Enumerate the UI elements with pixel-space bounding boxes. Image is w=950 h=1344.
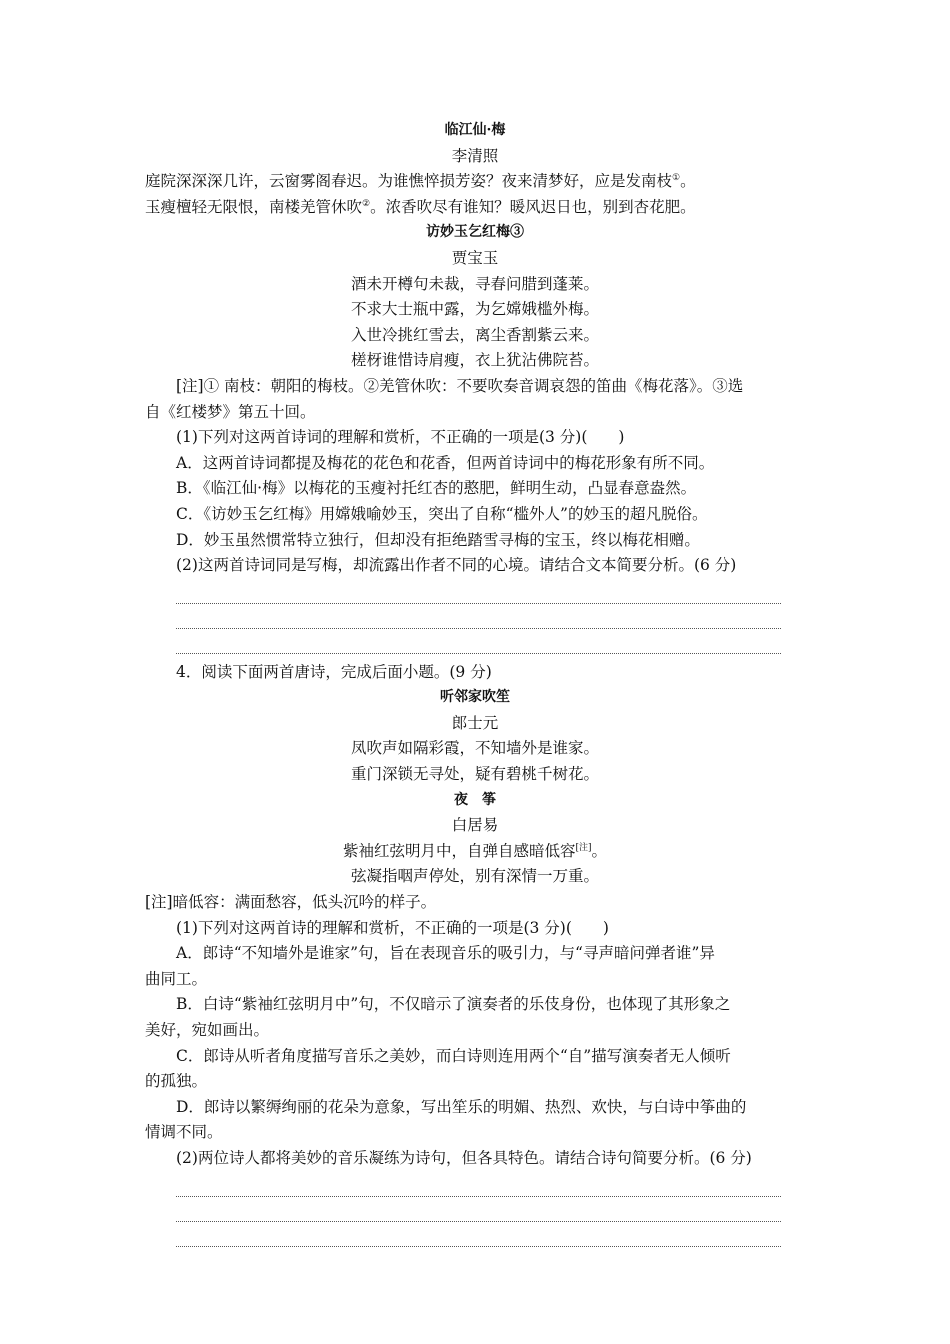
answer-line[interactable] [176,1222,781,1247]
poem2-author: 贾宝玉 [451,248,499,267]
option-d-cont: 情调不同。 [145,1123,223,1142]
footnote-marker: ① [672,173,681,184]
poem4-verse: 弦凝指咽声停处，别有深情一万重。 [350,867,599,886]
question-2: (2)两位诗人都将美妙的音乐凝练为诗句，但各具特色。请结合诗句简要分析。(6 分) [176,1148,752,1167]
note-line: [注]① 南枝：朝阳的梅枝。②羌管休吹：不要吹奏音调哀怨的笛曲《梅花落》。③选 [176,376,744,395]
poem1-line2: 玉瘦檀轻无限恨，南楼羌管休吹②。浓香吹尽有谁知？暖风迟日也，别到杏花肥。 [145,197,696,216]
note-line: 自《红楼梦》第五十回。 [145,402,316,421]
footnote-marker: ② [362,198,371,209]
question-2: (2)这两首诗词同是写梅，却流露出作者不同的心境。请结合文本简要分析。(6 分) [176,556,737,575]
question-1: (1)下列对这两首诗词的理解和赏析，不正确的一项是(3 分)( ) [176,428,625,447]
poem2-title: 访妙玉乞红梅③ [426,224,524,241]
option-c: C．《访妙玉乞红梅》用嫦娥喻妙玉，突出了自称“槛外人”的妙玉的超凡脱俗。 [176,504,708,523]
poem3-author: 郎士元 [451,713,499,732]
option-b: B．白诗“紫袖红弦明月中”句，不仅暗示了演奏者的乐伎身份，也体现了其形象之 [176,995,731,1014]
answer-line[interactable] [176,579,781,604]
option-d: D．郎诗以繁缛绚丽的花朵为意象，写出笙乐的明媚、热烈、欢快，与白诗中筝曲的 [176,1097,747,1116]
poem4-title: 夜 筝 [454,791,496,808]
question-4-intro: 4．阅读下面两首唐诗，完成后面小题。(9 分) [176,662,492,681]
poem4-verse: 紫袖红弦明月中，自弹自感暗低容[注]。 [342,841,608,860]
option-d: D．妙玉虽然惯常特立独行，但却没有拒绝踏雪寻梅的宝玉，终以梅花相赠。 [176,530,700,549]
worksheet-page [145,118,805,1247]
option-b-cont: 美好，宛如画出。 [145,1021,270,1039]
poem3-verse: 重门深锁无寻处，疑有碧桃千树花。 [350,765,599,784]
answer-line[interactable] [176,1197,781,1222]
poem2-verse: 酒未开樽句未裁，寻春问腊到蓬莱。 [350,274,599,293]
option-c: C．郎诗从听者角度描写音乐之美妙，而白诗则连用两个“自”描写演奏者无人倾听 [176,1046,731,1065]
option-c-cont: 的孤独。 [145,1072,208,1091]
poem4-author: 白居易 [451,816,499,835]
option-a: A．这两首诗词都提及梅花的花色和花香，但两首诗词中的梅花形象有所不同。 [176,453,715,472]
question-1: (1)下列对这两首诗的理解和赏析，不正确的一项是(3 分)( ) [176,918,609,937]
answer-line[interactable] [176,629,781,654]
answer-line[interactable] [176,604,781,629]
option-a: A．郎诗“不知墙外是谁家”句，旨在表现音乐的吸引力，与“寻声暗问弹者谁”异 [176,944,715,963]
option-a-cont: 曲同工。 [145,969,208,988]
option-b: B．《临江仙·梅》以梅花的玉瘦衬托红杏的憨肥，鲜明生动，凸显春意盎然。 [176,479,697,498]
note-line: [注]暗低容：满面愁容，低头沉吟的样子。 [145,893,437,912]
poem1-line1: 庭院深深深几许，云窗雾阁春迟。为谁憔悴损芳姿？夜来清梦好，应是发南枝①。 [145,172,696,191]
poem1-title: 临江仙·梅 [444,122,506,138]
footnote-marker: [注] [575,842,592,853]
poem2-verse: 槎枒谁惜诗肩瘦，衣上犹沾佛院苔。 [350,351,599,370]
poem2-verse: 不求大士瓶中露，为乞嫦娥槛外梅。 [350,300,599,319]
poem1-author: 李清照 [451,146,499,165]
poem3-verse: 凤吹声如隔彩霞，不知墙外是谁家。 [350,739,599,758]
poem2-verse: 入世冷挑红雪去，离尘香割紫云来。 [350,325,599,344]
answer-line[interactable] [176,1172,781,1197]
poem3-title: 听邻家吹笙 [440,689,510,706]
